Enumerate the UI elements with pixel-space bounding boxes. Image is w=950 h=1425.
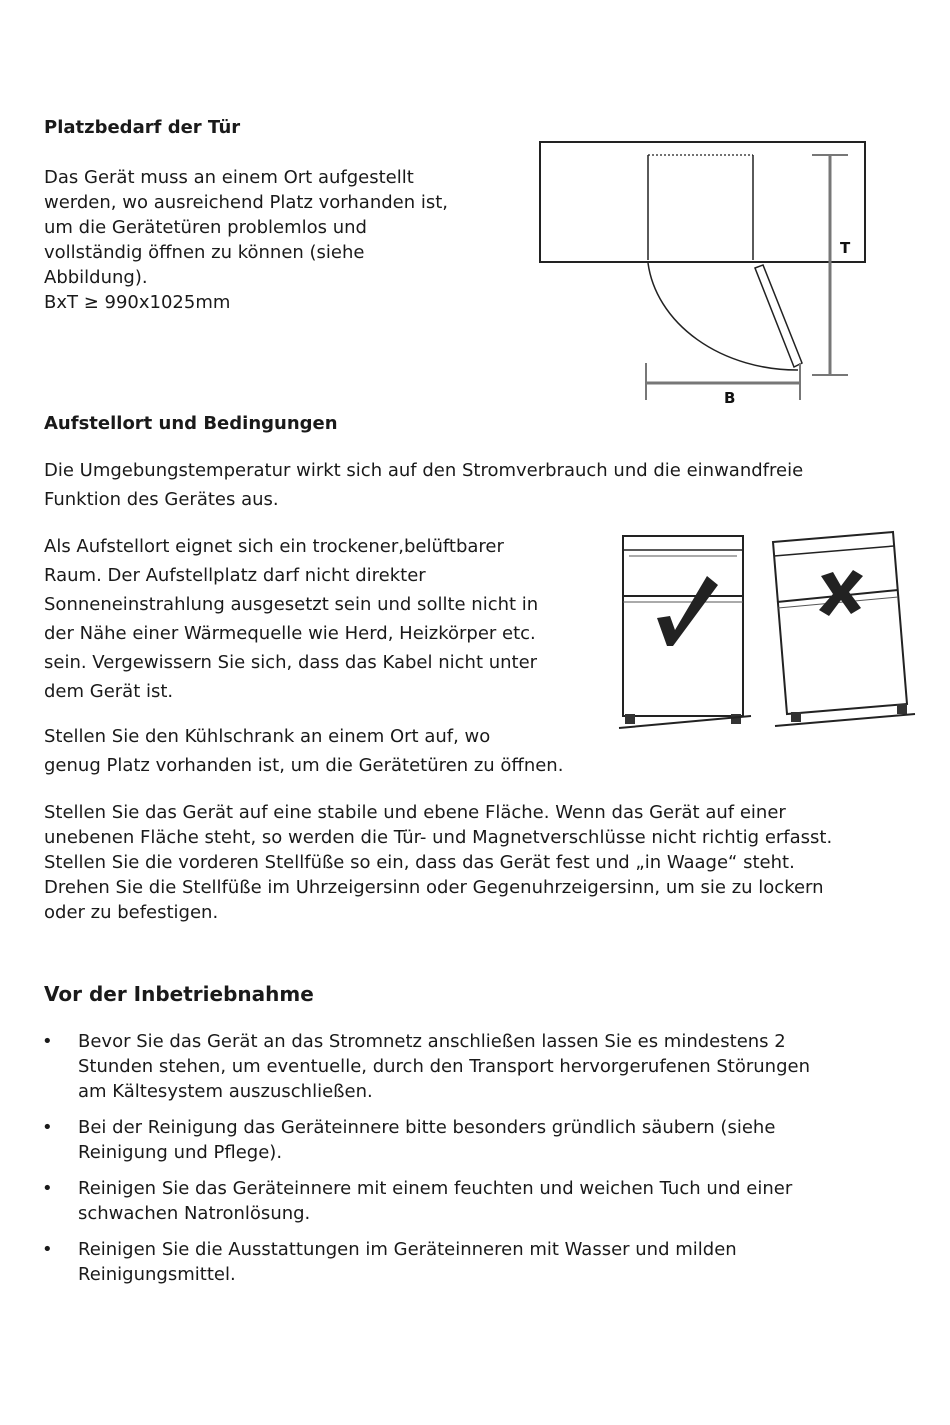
text-line: genug Platz vorhanden ist, um die Gerätetüren zu öffnen. [44,755,564,776]
label-b: B [724,389,736,407]
bullet-icon: • [42,1239,53,1260]
text-line: um die Gerätetüren problemlos und [44,217,367,238]
text-line: Bei der Reinigung das Geräteinnere bitte besonders gründlich säubern (siehe [78,1117,776,1138]
text-line: Raum. Der Aufstellplatz darf nicht direkter [44,565,426,586]
door-space-text [44,165,514,315]
text-line: Das Gerät muss an einem Ort aufgestellt [44,167,414,188]
text-line: der Nähe einer Wärmequelle wie Herd, Heizkörper etc. [44,623,536,644]
text-line: Stellen Sie die vorderen Stellfüße so ein, dass das Gerät fest und „in Waage“ steht. [44,852,795,873]
text-line: Abbildung). [44,267,148,288]
text-line: Drehen Sie die Stellfüße im Uhrzeigersinn oder Gegenuhrzeigersinn, um sie zu lockern [44,877,824,898]
text-line: Bevor Sie das Gerät an das Stromnetz anschließen lassen Sie es mindestens 2 [78,1031,786,1052]
text-line: Reinigen Sie die Ausstattungen im Geräteinneren mit Wasser und milden [78,1239,737,1260]
text-line: am Kältesystem auszuschließen. [78,1081,373,1102]
open-door [755,265,802,367]
fridge-top-view [540,142,865,262]
text-line: Reinigung und Pflege). [78,1142,283,1163]
text-line: schwachen Natronlösung. [78,1203,311,1224]
text-line: Reinigungsmittel. [78,1264,236,1285]
location-para-2 [44,532,604,706]
text-line: Sonneneinstrahlung ausgesetzt sein und sollte nicht in [44,594,539,615]
level-placement-illustration [615,528,925,733]
checkmark-icon [657,576,718,646]
text-line: Reinigen Sie das Geräteinnere mit einem feuchten und weichen Tuch und einer [78,1178,793,1199]
location-para-3 [44,722,644,780]
text-line: Als Aufstellort eignet sich ein trockener,belüftbarer [44,536,504,557]
location-para-1 [44,456,914,514]
text-line: Stellen Sie das Gerät auf eine stabile und ebene Fläche. Wenn das Gerät auf einer [44,802,786,823]
text-line: Funktion des Gerätes aus. [44,489,279,510]
text-line: dem Gerät ist. [44,681,174,702]
list-item [78,1029,898,1104]
cross-icon [819,570,863,616]
bullet-icon: • [42,1178,53,1199]
list-item [78,1115,898,1165]
text-line: Die Umgebungstemperatur wirkt sich auf den Stromverbrauch und die einwandfreie [44,460,804,481]
text-line: Stellen Sie den Kühlschrank an einem Ort auf, wo [44,726,491,747]
fridge-tilted-wrong [773,532,915,726]
list-item [78,1176,898,1226]
heading-door-space: Platzbedarf der Tür [44,117,241,138]
location-para-4 [44,800,924,925]
text-line: Stunden stehen, um eventuelle, durch den Transport hervorgerufenen Störungen [78,1056,810,1077]
text-line: werden, wo ausreichend Platz vorhanden ist, [44,192,449,213]
bullet-icon: • [42,1117,53,1138]
heading-location: Aufstellort und Bedingungen [44,413,338,434]
label-t: T [840,239,851,257]
text-line: vollständig öffnen zu können (siehe [44,242,365,263]
dimension-requirement: BxT ≥ 990x1025mm [44,292,231,313]
heading-before-operation: Vor der Inbetriebnahme [44,982,314,1006]
text-line: oder zu befestigen. [44,902,219,923]
text-line: unebenen Fläche steht, so werden die Tür- und Magnetverschlüsse nicht richtig erfasst. [44,827,833,848]
fridge-level-correct [619,536,751,728]
bullet-icon: • [42,1031,53,1052]
door-clearance-diagram [530,135,870,415]
list-item [78,1237,898,1287]
text-line: sein. Vergewissern Sie sich, dass das Kabel nicht unter [44,652,538,673]
door-swing-arc [648,263,798,370]
